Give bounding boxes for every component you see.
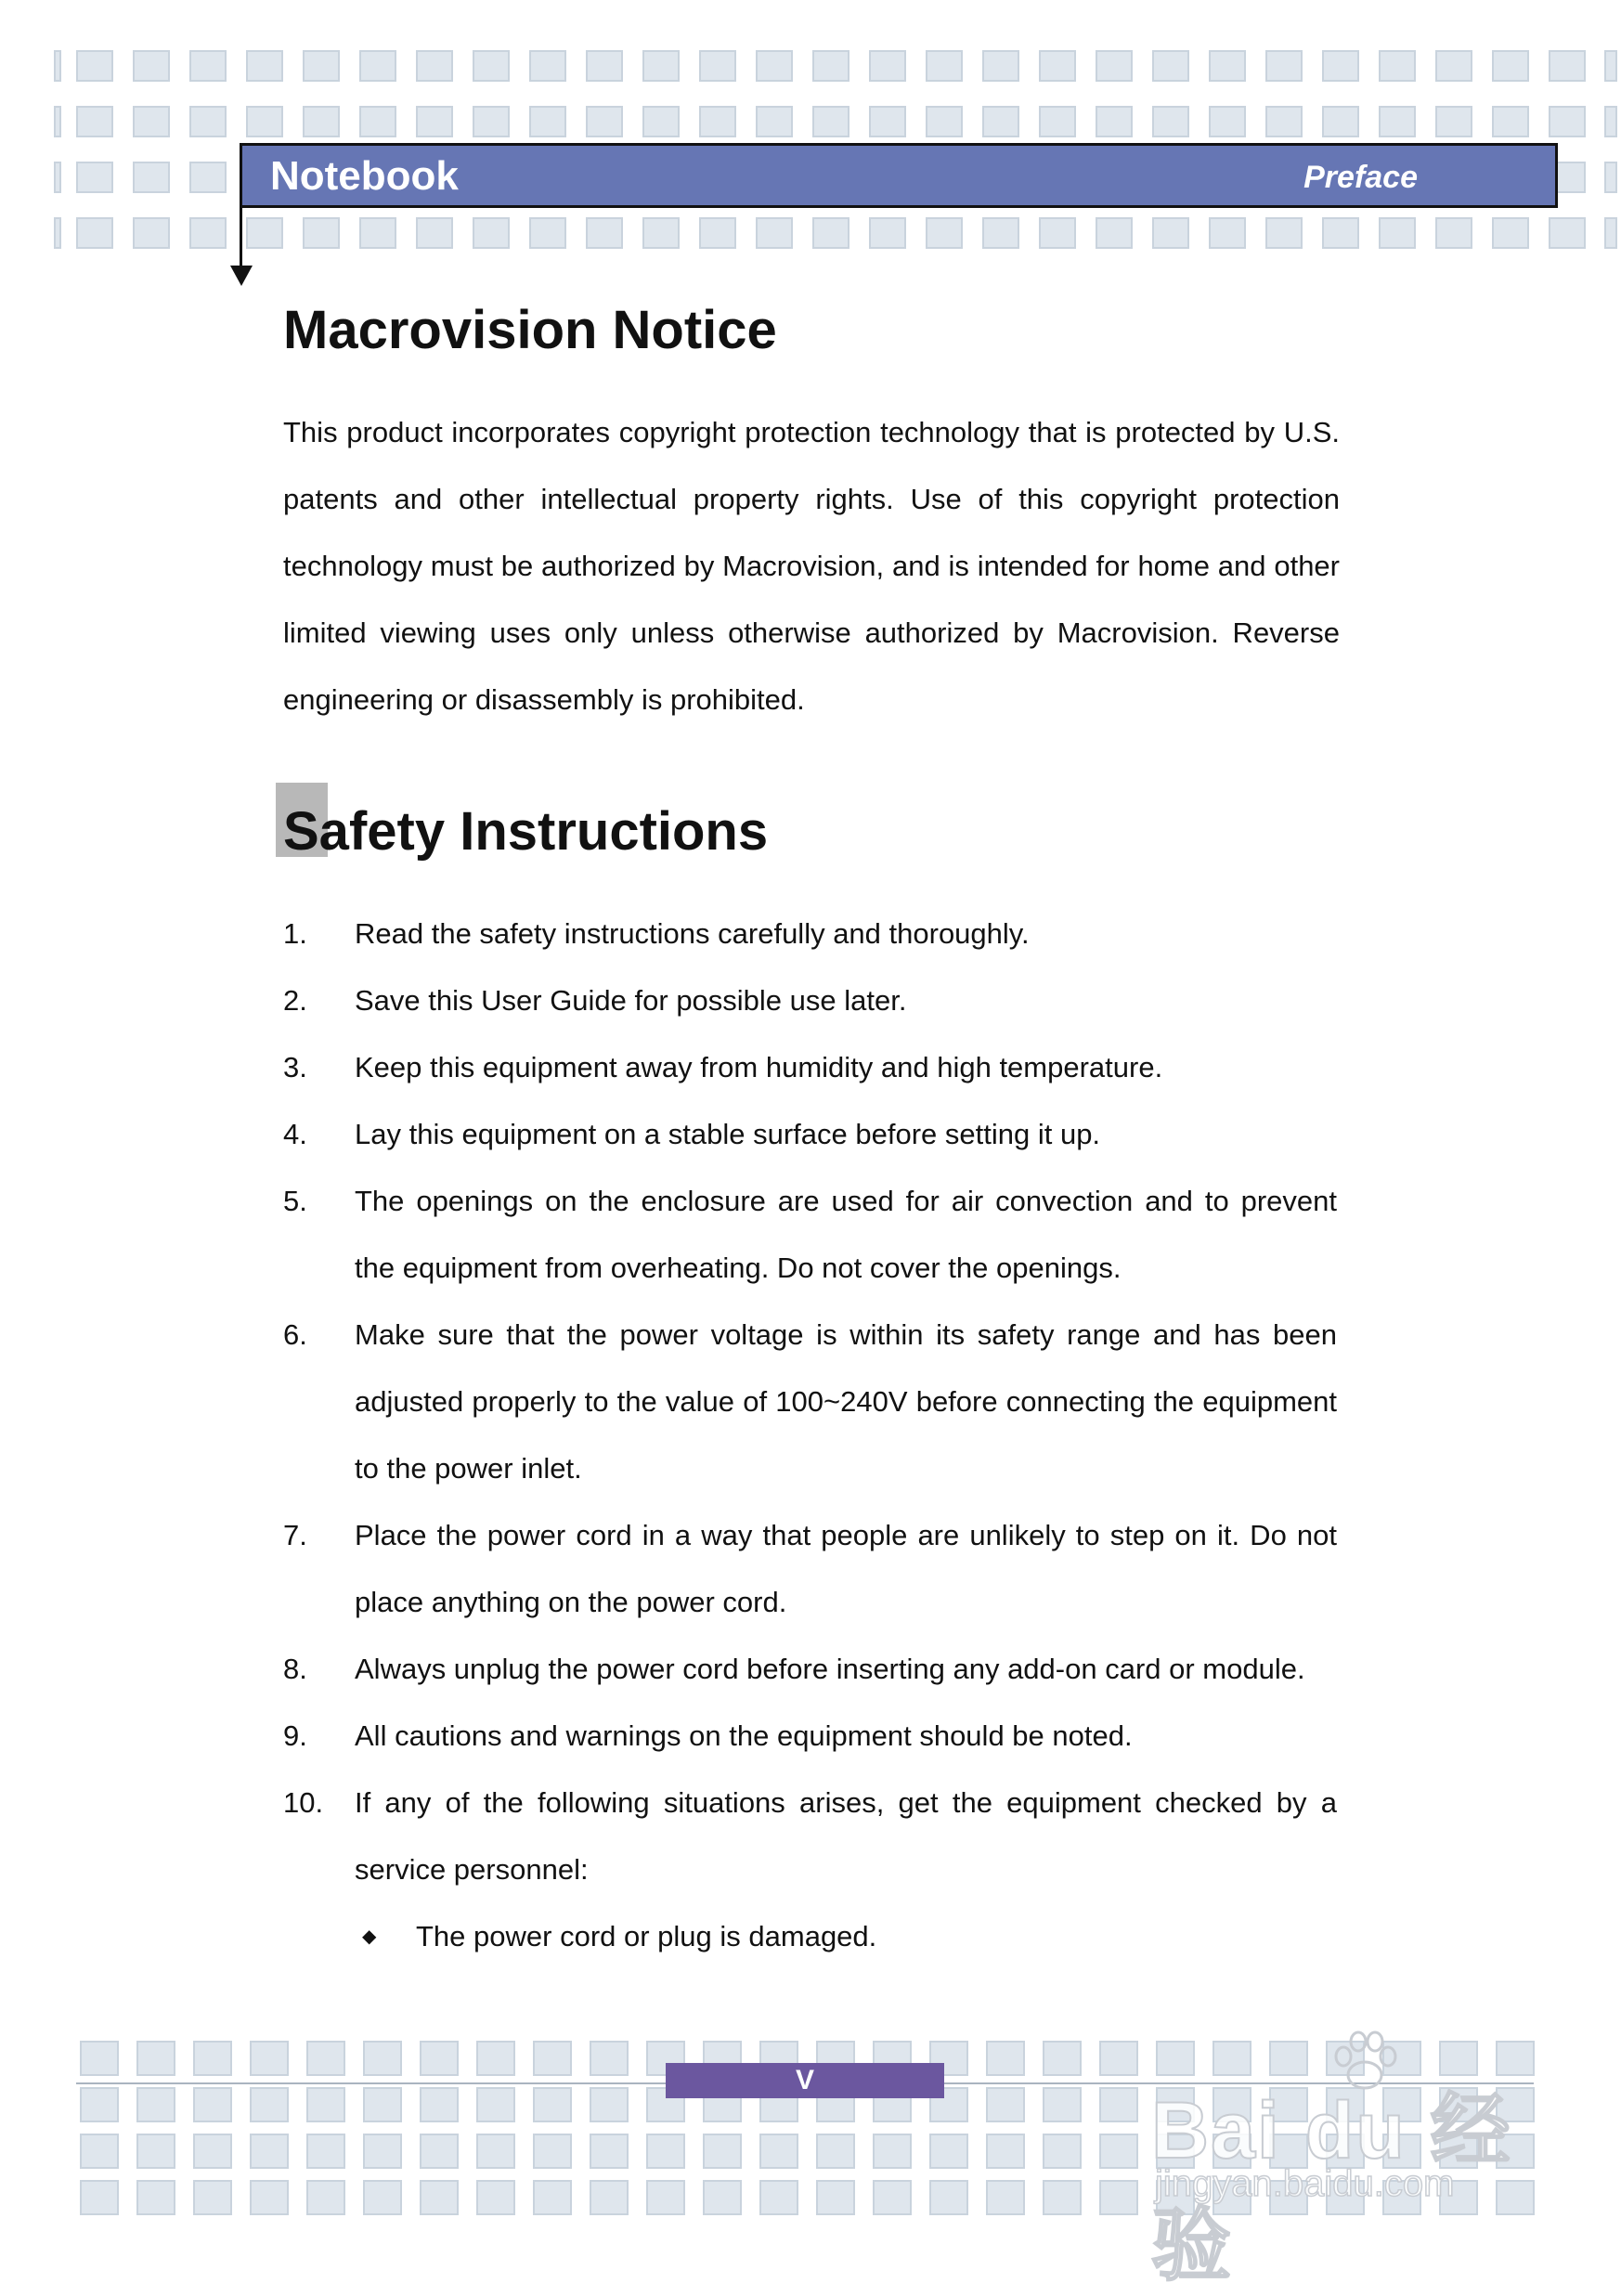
decorative-tile <box>1492 50 1529 82</box>
list-item-text: Place the power cord in a way that people are unlikely to step on it. Do not place anything on the power cord. <box>355 1519 1337 1618</box>
list-item-text: If any of the following situations arises, get the equipment checked by a service personnel: <box>355 1786 1337 1886</box>
decorative-tile <box>873 2180 912 2215</box>
decorative-tile <box>1099 2087 1138 2122</box>
list-item <box>283 967 1337 1034</box>
diamond-bullet-icon: ◆ <box>362 1926 377 1947</box>
decorative-tile <box>303 106 340 137</box>
decorative-tile <box>250 2087 289 2122</box>
decorative-tile <box>476 2180 515 2215</box>
decorative-tile <box>756 106 793 137</box>
decorative-tile <box>133 50 170 82</box>
decorative-tile <box>306 2087 345 2122</box>
decorative-tile <box>250 2134 289 2169</box>
safety-list <box>283 901 1337 1903</box>
list-item-text: Lay this equipment on a stable surface before setting it up. <box>355 1118 1101 1150</box>
decorative-tile <box>1043 2180 1082 2215</box>
decorative-tile <box>473 217 510 249</box>
decorative-tile <box>1322 217 1359 249</box>
decorative-tile <box>1039 217 1076 249</box>
decorative-tile <box>80 2134 119 2169</box>
decorative-tile <box>759 2180 798 2215</box>
decorative-tile <box>926 50 963 82</box>
decorative-tile <box>189 50 227 82</box>
decorative-tile <box>193 2087 232 2122</box>
decorative-tile <box>246 217 283 249</box>
decorative-tile <box>1604 106 1617 137</box>
decorative-tile <box>416 106 453 137</box>
decorative-tile <box>1379 217 1416 249</box>
decorative-tile <box>926 106 963 137</box>
decorative-tile <box>189 217 227 249</box>
decorative-tile <box>1435 217 1472 249</box>
decorative-tile <box>1099 2134 1138 2169</box>
decorative-tile <box>1099 2180 1138 2215</box>
decorative-tile <box>1039 106 1076 137</box>
decorative-tile <box>869 50 906 82</box>
decorative-tile <box>76 162 113 193</box>
list-item <box>283 1703 1337 1770</box>
decorative-tile <box>529 50 566 82</box>
decorative-tile <box>986 2087 1025 2122</box>
page-number: V <box>666 2063 944 2098</box>
decorative-tile <box>756 217 793 249</box>
list-item <box>283 1168 1337 1302</box>
decorative-tile <box>812 106 849 137</box>
safety-heading: Safety Instructions <box>283 801 769 862</box>
decorative-tile <box>1604 217 1617 249</box>
decorative-tile <box>1322 50 1359 82</box>
decorative-tile <box>812 217 849 249</box>
decorative-tile <box>1435 50 1472 82</box>
decorative-tile <box>306 2180 345 2215</box>
decorative-tile <box>250 2041 289 2076</box>
decorative-tile <box>982 106 1019 137</box>
decorative-tile <box>759 2134 798 2169</box>
decorative-tile <box>982 217 1019 249</box>
decorative-tile <box>590 2087 629 2122</box>
list-item-text: Make sure that the power voltage is within its safety range and has been adjusted properly to the value of 100~240V before connecting the equipment to the power inlet. <box>355 1318 1337 1485</box>
decorative-tile <box>1549 50 1586 82</box>
decorative-tile <box>420 2180 459 2215</box>
decorative-tile <box>1152 217 1189 249</box>
list-item-number: 2. <box>283 984 307 1017</box>
decorative-tile <box>646 2180 685 2215</box>
decorative-tile <box>816 2180 855 2215</box>
decorative-tile <box>363 2180 402 2215</box>
decorative-tile <box>986 2041 1025 2076</box>
decorative-tile <box>529 106 566 137</box>
decorative-tile <box>76 217 113 249</box>
decorative-tile <box>533 2041 572 2076</box>
decorative-tile <box>193 2134 232 2169</box>
list-item <box>283 1502 1337 1636</box>
decorative-tile <box>250 2180 289 2215</box>
decorative-tile <box>1549 106 1586 137</box>
decorative-tile <box>929 2134 968 2169</box>
decorative-tile <box>306 2134 345 2169</box>
decorative-tile <box>54 50 61 82</box>
decorative-tile <box>1492 106 1529 137</box>
decorative-tile <box>416 50 453 82</box>
decorative-tile <box>1043 2134 1082 2169</box>
watermark-url: jingyan.baidu.com <box>1155 2163 1455 2204</box>
decorative-tile <box>926 217 963 249</box>
decorative-tile <box>420 2087 459 2122</box>
list-item-number: 5. <box>283 1185 307 1217</box>
decorative-tile <box>416 217 453 249</box>
decorative-tile <box>699 217 736 249</box>
list-item-number: 7. <box>283 1519 307 1551</box>
list-item-number: 8. <box>283 1653 307 1685</box>
decorative-tile <box>1265 50 1303 82</box>
decorative-tile <box>303 217 340 249</box>
watermark-logo-text: Bai du 经验 <box>1151 2086 1512 2290</box>
list-item-number: 3. <box>283 1051 307 1083</box>
decorative-tile <box>812 50 849 82</box>
decorative-tile <box>193 2180 232 2215</box>
decorative-tile <box>929 2180 968 2215</box>
decorative-tile <box>246 106 283 137</box>
list-item-number: 6. <box>283 1318 307 1351</box>
decorative-tile <box>76 106 113 137</box>
list-item <box>283 1302 1337 1502</box>
decorative-tile <box>54 162 61 193</box>
list-item-text: All cautions and warnings on the equipment should be noted. <box>355 1719 1133 1752</box>
decorative-tile <box>986 2180 1025 2215</box>
decorative-tile <box>642 50 680 82</box>
decorative-tile <box>1604 162 1617 193</box>
sub-list-item-text: The power cord or plug is damaged. <box>416 1920 877 1952</box>
list-item <box>283 1101 1337 1168</box>
decorative-tile <box>756 50 793 82</box>
decorative-tile <box>816 2134 855 2169</box>
list-item-text: Keep this equipment away from humidity and high temperature. <box>355 1051 1163 1083</box>
decorative-tile <box>133 106 170 137</box>
header-bar <box>240 143 1558 208</box>
header-section: Preface <box>1303 160 1418 195</box>
decorative-tile <box>1435 106 1472 137</box>
decorative-tile <box>136 2041 175 2076</box>
header-arrow-line <box>240 208 242 267</box>
list-item <box>283 901 1337 967</box>
decorative-tile <box>80 2041 119 2076</box>
decorative-tile <box>306 2041 345 2076</box>
decorative-tile <box>590 2180 629 2215</box>
decorative-tile <box>136 2180 175 2215</box>
list-item-number: 9. <box>283 1719 307 1752</box>
list-item <box>283 1034 1337 1101</box>
decorative-tile <box>586 50 623 82</box>
decorative-tile <box>420 2041 459 2076</box>
down-arrow-icon <box>230 266 253 286</box>
decorative-tile <box>529 217 566 249</box>
decorative-tile <box>533 2180 572 2215</box>
decorative-tile <box>193 2041 232 2076</box>
decorative-tile <box>1039 50 1076 82</box>
decorative-tile <box>590 2041 629 2076</box>
decorative-tile <box>133 162 170 193</box>
decorative-tile <box>76 50 113 82</box>
decorative-tile <box>982 50 1019 82</box>
decorative-tile <box>80 2087 119 2122</box>
decorative-tile <box>1492 217 1529 249</box>
decorative-tile <box>986 2134 1025 2169</box>
decorative-tile <box>590 2134 629 2169</box>
decorative-tile <box>1096 217 1133 249</box>
decorative-tile <box>533 2087 572 2122</box>
decorative-tile <box>473 106 510 137</box>
decorative-tile <box>1322 106 1359 137</box>
decorative-tile <box>363 2087 402 2122</box>
decorative-tile <box>133 217 170 249</box>
decorative-tile <box>1043 2087 1082 2122</box>
list-item-number: 10. <box>283 1786 324 1819</box>
decorative-tile <box>1152 106 1189 137</box>
decorative-tile <box>476 2134 515 2169</box>
decorative-tile <box>80 2180 119 2215</box>
decorative-tile <box>359 50 396 82</box>
decorative-tile <box>420 2134 459 2169</box>
decorative-tile <box>1043 2041 1082 2076</box>
decorative-tile <box>873 2134 912 2169</box>
decorative-tile <box>136 2134 175 2169</box>
list-item-text: Save this User Guide for possible use later. <box>355 984 907 1017</box>
list-item-number: 1. <box>283 917 307 950</box>
decorative-tile <box>703 2180 742 2215</box>
decorative-tile <box>1549 217 1586 249</box>
list-item <box>283 1770 1337 1903</box>
decorative-tile <box>869 106 906 137</box>
decorative-tile <box>136 2087 175 2122</box>
decorative-tile <box>246 50 283 82</box>
decorative-tile <box>533 2134 572 2169</box>
decorative-tile <box>642 217 680 249</box>
decorative-tile <box>869 217 906 249</box>
decorative-tile <box>1379 106 1416 137</box>
decorative-tile <box>476 2087 515 2122</box>
decorative-tile <box>1604 50 1617 82</box>
decorative-tile <box>1379 50 1416 82</box>
decorative-tile <box>473 50 510 82</box>
decorative-tile <box>189 106 227 137</box>
decorative-tile <box>1265 217 1303 249</box>
decorative-tile <box>1265 106 1303 137</box>
decorative-tile <box>1209 106 1246 137</box>
decorative-tile <box>699 50 736 82</box>
baidu-watermark <box>1151 2029 1541 2290</box>
decorative-tile <box>1209 217 1246 249</box>
decorative-tile <box>303 50 340 82</box>
list-item <box>283 1636 1337 1703</box>
decorative-tile <box>359 106 396 137</box>
macrovision-heading: Macrovision Notice <box>283 300 777 360</box>
decorative-tile <box>586 217 623 249</box>
header-title: Notebook <box>270 153 459 199</box>
decorative-tile <box>54 217 61 249</box>
decorative-tile <box>1152 50 1189 82</box>
macrovision-body: This product incorporates copyright protection technology that is protected by U.S. patents and other intellectual property rights. Use of this copyright protection technology must be authorized by Macrovision, and is intended for home and other limited viewing uses only unless otherwise authorized by Macrovision. Reverse engineering or disassembly is prohibited. <box>283 416 1340 716</box>
decorative-tile <box>476 2041 515 2076</box>
decorative-tile <box>363 2041 402 2076</box>
decorative-tile <box>586 106 623 137</box>
list-item-text: Always unplug the power cord before inserting any add-on card or module. <box>355 1653 1305 1685</box>
decorative-tile <box>699 106 736 137</box>
list-item-text: The openings on the enclosure are used for air convection and to prevent the equipment from overheating. Do not cover the openings. <box>355 1185 1337 1284</box>
decorative-tile <box>646 2134 685 2169</box>
decorative-tile <box>1096 106 1133 137</box>
decorative-tile <box>1099 2041 1138 2076</box>
decorative-tile <box>54 106 61 137</box>
decorative-tile <box>359 217 396 249</box>
decorative-tile <box>1096 50 1133 82</box>
decorative-tile <box>703 2134 742 2169</box>
list-item-text: Read the safety instructions carefully and thoroughly. <box>355 917 1030 950</box>
decorative-tile <box>642 106 680 137</box>
decorative-tile <box>363 2134 402 2169</box>
list-item-number: 4. <box>283 1118 307 1150</box>
decorative-tile <box>1209 50 1246 82</box>
decorative-tile <box>189 162 227 193</box>
